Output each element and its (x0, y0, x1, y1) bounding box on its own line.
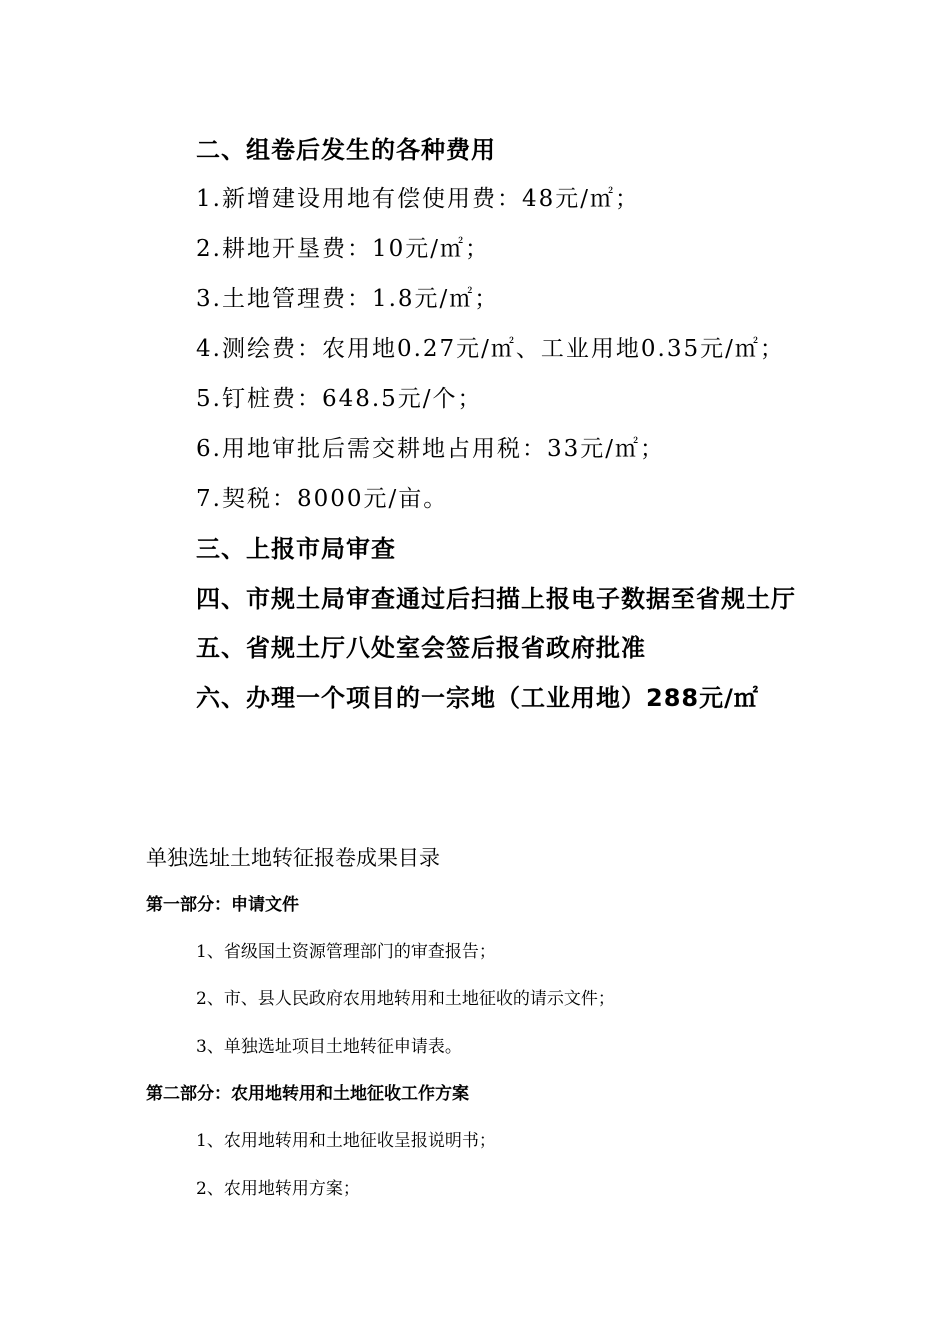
catalog-part-two-item: 1、农用地转用和土地征收呈报说明书； (196, 1131, 496, 1151)
fee-item-staking: 5.钉桩费：648.5元/个； (196, 386, 483, 412)
catalog-part-one-item: 1、省级国土资源管理部门的审查报告； (196, 942, 496, 962)
section-heading-city-review: 三、上报市局审查 (196, 535, 396, 563)
section-heading-total-cost: 六、办理一个项目的一宗地（工业用地）288元/㎡ (196, 684, 759, 712)
fee-item-reclamation: 2.耕地开垦费：10元/㎡； (196, 236, 490, 262)
catalog-title: 单独选址土地转征报卷成果目录 (146, 846, 440, 870)
section-heading-upload: 四、市规土局审查通过后扫描上报电子数据至省规土厅 (196, 585, 796, 613)
catalog-part-two-item: 2、农用地转用方案； (196, 1179, 360, 1199)
section-heading-fees: 二、组卷后发生的各种费用 (196, 136, 496, 164)
catalog-part-two-heading: 第二部分：农用地转用和土地征收工作方案 (146, 1084, 469, 1104)
fee-item-land-use: 1.新增建设用地有偿使用费：48元/㎡； (196, 186, 640, 212)
fee-item-management: 3.土地管理费：1.8元/㎡； (196, 286, 500, 312)
section-heading-approval: 五、省规土厅八处室会签后报省政府批准 (196, 634, 646, 662)
fee-item-occupation-tax: 6.用地审批后需交耕地占用税：33元/㎡； (196, 436, 665, 462)
catalog-part-one-item: 3、单独选址项目土地转征申请表。 (196, 1037, 462, 1057)
fee-item-deed-tax: 7.契税：8000元/亩。 (196, 486, 449, 512)
catalog-part-one-item: 2、市、县人民政府农用地转用和土地征收的请示文件； (196, 989, 615, 1009)
fee-item-surveying: 4.测绘费：农用地0.27元/㎡、工业用地0.35元/㎡； (196, 336, 785, 362)
catalog-part-one-heading: 第一部分：申请文件 (146, 895, 299, 915)
